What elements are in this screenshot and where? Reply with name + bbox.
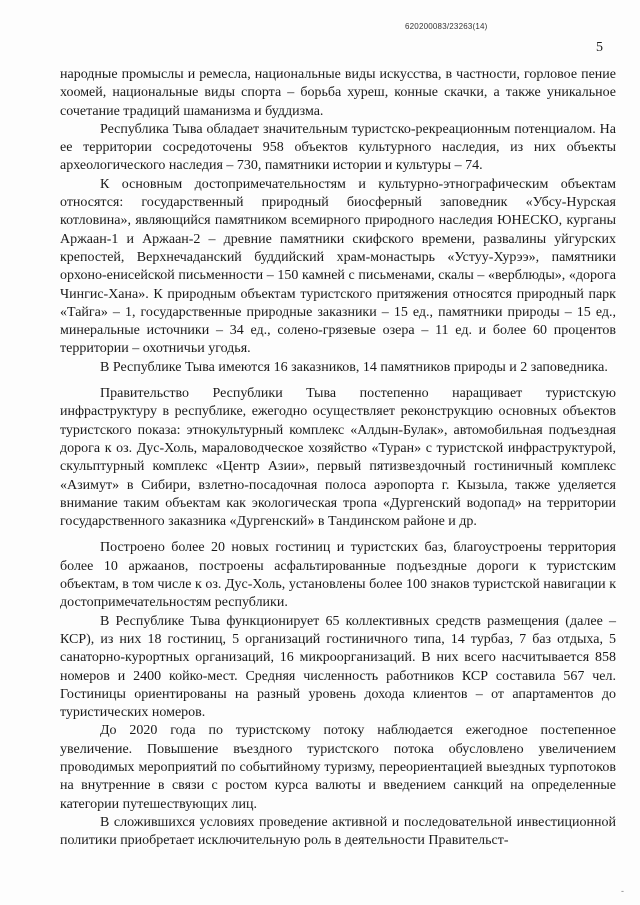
document-id: 620200083/23263(14) [405,22,488,31]
paragraph-hotels-built: Построено более 20 новых гостиниц и туристских баз, благоустроены территория более 10 аржаанов, построены асфальтированные подъездные дороги к туристским объектам, в том числе к оз. Дус-Холь, установлены более 100 знаков туристской навигации к достопримечательностям республики. [60,540,616,611]
edge-mark: - [621,886,624,896]
page-number: 5 [596,40,603,55]
paragraph-continuation: народные промыслы и ремесла, национальные виды искусства, в частности, горловое пение хоомей, национальные виды спорта – борьба хуреш, конные скачки, а также уникальное сочетание традиций шаманизма и буддизма. [60,67,616,119]
paragraph-accommodation: В Республике Тыва функционирует 65 коллективных средств размещения (далее – КСР), из них 18 гостиниц, 5 организаций гостиничного типа, 14 турбаз, 7 баз отдыха, 5 санаторно-курортных организаций, 16 микроорганизаций. В них всего насчитывается 858 номеров и 2400 койко-мест. Средняя численность работников КСР составила 567 чел. Гостиницы ориентированы на разный уровень дохода клиентов – от апартаментов до туристических номеров. [60,613,616,721]
paragraph-tourism-potential: Республика Тыва обладает значительным туристско-рекреационным потенциалом. На ее территории сосредоточены 958 объектов культурного наследия, из них объекты археологического наследия – 730, памятники истории и культуры – 74. [60,121,616,174]
paragraph-reserves: В Республике Тыва имеются 16 заказников, 14 памятников природы и 2 заповедника. [100,359,608,375]
paragraph-tourist-flow: До 2020 года по туристскому потоку наблюдается ежегодное постепенное увеличение. Повышение въездного туристского потока обусловлено увеличением проводимых мероприятий по событийному туризму, переориентацией выездных турпотоков на внутренние в связи с ростом курса валюты и введением санкций на определенные категории путешествующих лиц. [60,723,616,812]
paragraph-attractions: К основным достопримечательностям и культурно-этнографическим объектам относятся: государственный природный биосферный заповедник «Убсу-Нурская котловина», являющийся памятником всемирного природного наследия ЮНЕСКО, курганы Аржаан-1 и Аржаан-2 – древние памятники скифского времени, развалины уйгурских крепостей, Верхнечаданский буддийский храм-монастырь «Устуу-Хурээ», памятники орхоно-енисейской письменности – 150 камней с письменами, скалы – «верблюды», «дорога Чингис-Хана». К природным объектам туристского притяжения относятся природный парк «Тайга» – 1, государственные природные заказники – 15 ед., памятники природы – 15 ед., минеральные источники – 34 ед., солено-грязевые озера – 11 ед. и более 60 процентов территории – охотничьи угодья. [60,176,616,357]
document-body [60,66,616,850]
paragraph-investment-policy: В сложившихся условиях проведение активной и последовательной инвестиционной политики приобретает исключительную роль в деятельности Правительст- [60,814,616,849]
paragraph-infrastructure: Правительство Республики Тыва постепенно наращивает туристскую инфраструктуру в республике, ежегодно осуществляет реконструкцию основных объектов туристского показа: этнокультурный комплекс «Алдын-Булак», автомобильная подъездная дорога к оз. Дус-Холь, мараловодческое хозяйство «Туран» с туристской инфраструктурой, скульптурный комплекс «Центр Азии», первый пятизвездочный гостиничный комплекс «Азимут» в Сибири, взлетно-посадочная полоса аэропорта г. Кызыла, также уделяется внимание таким объектам как экологическая тропа «Дургенский водопад» на территории государственного заказника «Дургенский» в Тандинском районе и др. [60,386,616,530]
